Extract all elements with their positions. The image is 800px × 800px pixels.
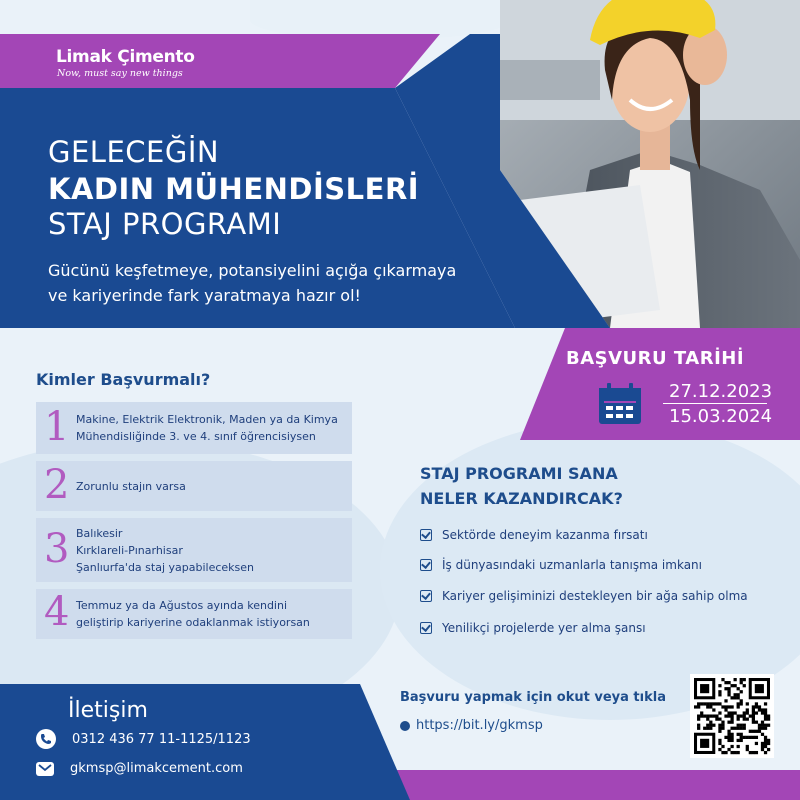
logo-name: Limak Çimento <box>56 47 195 67</box>
requirement-line: Şanlıurfa'da staj yapabileceksen <box>76 561 254 574</box>
checkbox-icon <box>420 559 432 571</box>
checkbox-icon <box>420 529 432 541</box>
globe-icon <box>400 721 410 731</box>
requirement-text <box>76 597 310 631</box>
requirement-number: 2 <box>44 462 70 508</box>
requirement-line: Makine, Elektrik Elektronik, Maden ya da Kimya <box>76 413 338 426</box>
application-start-date: 27.12.2023 <box>669 381 773 402</box>
apply-title: Başvuru yapmak için okut veya tıkla <box>400 690 666 705</box>
requirement-item <box>36 518 352 582</box>
qr-code-image <box>690 674 774 758</box>
benefit-item <box>420 558 702 572</box>
mail-icon <box>36 762 54 776</box>
benefit-text: Sektörde deneyim kazanma fırsatı <box>442 528 648 542</box>
requirement-line: Zorunlu stajın varsa <box>76 480 186 493</box>
benefits-title <box>420 461 623 511</box>
requirement-line: Temmuz ya da Ağustos ayında kendini <box>76 599 288 612</box>
contact-email[interactable] <box>36 761 243 776</box>
application-end-date: 15.03.2024 <box>669 406 773 427</box>
benefit-text: İş dünyasındaki uzmanlarla tanışma imkanı <box>442 558 702 572</box>
apply-link-text[interactable]: https://bit.ly/gkmsp <box>416 718 543 733</box>
logo-tagline: Now, must say new things <box>57 68 183 79</box>
title-line-1: GELECEĞİN <box>48 135 220 169</box>
checkbox-icon <box>420 622 432 634</box>
phone-icon <box>36 729 56 749</box>
benefit-item <box>420 621 646 635</box>
benefit-item <box>420 589 748 603</box>
benefit-item <box>420 528 648 542</box>
requirement-number: 3 <box>44 526 70 572</box>
contact-title: İletişim <box>68 698 148 723</box>
email-address[interactable]: gkmsp@limakcement.com <box>70 761 243 776</box>
requirement-line: Kırklareli-Pınarhisar <box>76 544 183 557</box>
apply-link[interactable] <box>400 718 543 733</box>
benefits-title-line-1: STAJ PROGRAMI SANA <box>420 464 618 483</box>
requirement-text <box>76 411 338 445</box>
title-line-2: KADIN MÜHENDİSLERİ <box>48 172 420 206</box>
contact-phone[interactable] <box>36 729 251 749</box>
benefit-text: Kariyer gelişiminizi destekleyen bir ağa sahip olma <box>442 589 748 603</box>
requirement-item <box>36 402 352 454</box>
requirement-line: geliştirip kariyerine odaklanmak istiyorsan <box>76 616 310 629</box>
date-divider <box>663 403 767 404</box>
subtitle <box>48 258 518 308</box>
checkbox-icon <box>420 590 432 602</box>
subtitle-line-2: ve kariyerinde fark yaratmaya hazır ol! <box>48 286 361 305</box>
requirement-item <box>36 589 352 639</box>
benefit-text: Yenilikçi projelerde yer alma şansı <box>442 621 646 635</box>
requirement-item <box>36 461 352 511</box>
requirement-number: 1 <box>44 404 70 450</box>
requirement-line: Balıkesir <box>76 527 123 540</box>
phone-number[interactable]: 0312 436 77 11-1125/1123 <box>72 731 251 747</box>
subtitle-line-1: Gücünü keşfetmeye, potansiyelini açığa çıkarmaya <box>48 261 457 280</box>
application-date-title: BAŞVURU TARİHİ <box>566 348 745 369</box>
requirement-number: 4 <box>44 589 70 635</box>
benefits-title-line-2: NELER KAZANDIRCAK? <box>420 489 623 508</box>
calendar-icon <box>598 383 642 425</box>
qr-code[interactable] <box>690 674 774 758</box>
who-section-title: Kimler Başvurmalı? <box>36 370 211 389</box>
requirement-text <box>76 478 186 495</box>
requirement-text <box>76 525 254 576</box>
requirement-line: Mühendisliğinde 3. ve 4. sınıf öğrencisiysen <box>76 430 316 443</box>
title-line-3: STAJ PROGRAMI <box>48 207 282 241</box>
